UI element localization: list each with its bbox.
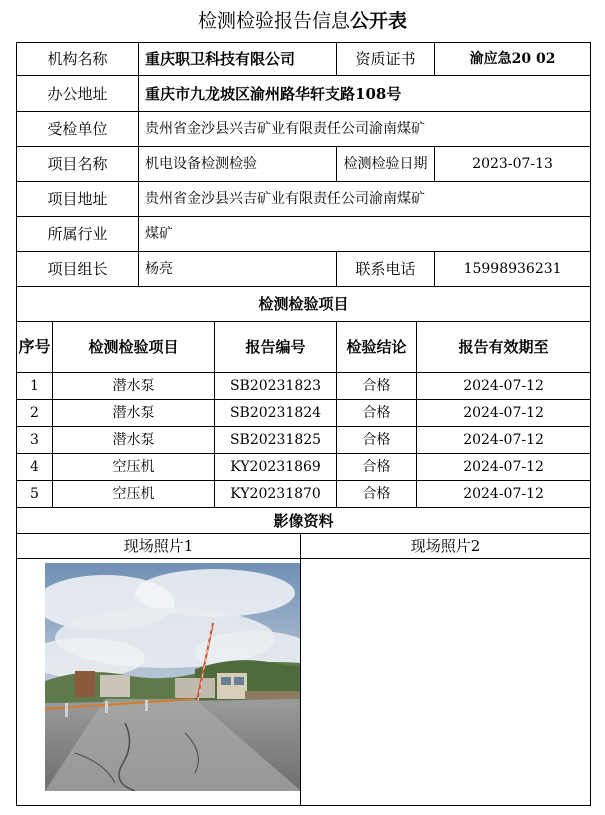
org-value: 重庆职卫科技有限公司: [139, 43, 337, 76]
header-valid-until: 报告有效期至: [417, 322, 591, 373]
cert-label: 资质证书: [337, 43, 435, 76]
row-conclusion: 合格: [337, 454, 417, 481]
site-photo-image: [45, 563, 301, 791]
title-prefix: 检测检验报告信息: [197, 10, 350, 32]
row-inspected: [17, 112, 591, 147]
row-valid-until: 2024-07-12: [417, 454, 591, 481]
row-report-no: SB20231825: [215, 427, 337, 454]
row-address: [17, 76, 591, 112]
project-label: 项目名称: [17, 147, 139, 182]
items-section-row: [17, 287, 591, 322]
header-item: 检测检验项目: [53, 322, 215, 373]
row-conclusion: 合格: [337, 427, 417, 454]
inspected-value: 贵州省金沙县兴吉矿业有限责任公司渝南煤矿: [139, 112, 591, 147]
row-valid-until: 2024-07-12: [417, 427, 591, 454]
row-item: 空压机: [53, 481, 215, 508]
date-value: 2023-07-13: [435, 147, 591, 182]
row-report-no: KY20231870: [215, 481, 337, 508]
photo2-label: 现场照片2: [301, 534, 591, 559]
row-site: [17, 182, 591, 217]
address-value: 重庆市九龙坡区渝州路华轩支路108号: [139, 76, 591, 112]
row-seq: 5: [17, 481, 53, 508]
title-suffix: 公开表: [350, 10, 408, 32]
header-conclusion: 检验结论: [337, 322, 417, 373]
row-conclusion: 合格: [337, 400, 417, 427]
phone-value: 15998936231: [435, 252, 591, 287]
items-header-row: [17, 322, 591, 373]
document-title: [0, 8, 605, 34]
row-report-no: KY20231869: [215, 454, 337, 481]
row-seq: 1: [17, 373, 53, 400]
images-section-title: 影像资料: [17, 508, 591, 534]
row-conclusion: 合格: [337, 481, 417, 508]
row-report-no: SB20231824: [215, 400, 337, 427]
row-org: [17, 43, 591, 76]
leader-label: 项目组长: [17, 252, 139, 287]
photo1-label: 现场照片1: [17, 534, 301, 559]
photo1-cell: [17, 559, 301, 806]
table-row: [17, 454, 591, 481]
table-row: [17, 400, 591, 427]
row-item: 潜水泵: [53, 373, 215, 400]
header-report-no: 报告编号: [215, 322, 337, 373]
photo-labels-row: [17, 534, 591, 559]
table-row: [17, 427, 591, 454]
leader-value: 杨亮: [139, 252, 337, 287]
table-row: [17, 481, 591, 508]
industry-value: 煤矿: [139, 217, 591, 252]
images-section-row: [17, 508, 591, 534]
site-label: 项目地址: [17, 182, 139, 217]
address-label: 办公地址: [17, 76, 139, 112]
row-item: 潜水泵: [53, 400, 215, 427]
row-item: 潜水泵: [53, 427, 215, 454]
header-seq: 序号: [17, 322, 53, 373]
row-report-no: SB20231823: [215, 373, 337, 400]
row-project: [17, 147, 591, 182]
row-seq: 3: [17, 427, 53, 454]
date-label: 检测检验日期: [337, 147, 435, 182]
row-valid-until: 2024-07-12: [417, 481, 591, 508]
report-table: [16, 42, 591, 806]
row-valid-until: 2024-07-12: [417, 400, 591, 427]
phone-label: 联系电话: [337, 252, 435, 287]
industry-label: 所属行业: [17, 217, 139, 252]
row-valid-until: 2024-07-12: [417, 373, 591, 400]
row-industry: [17, 217, 591, 252]
project-value: 机电设备检测检验: [139, 147, 337, 182]
row-seq: 2: [17, 400, 53, 427]
photos-row: [17, 559, 591, 806]
photo2-cell: [301, 559, 591, 806]
table-row: [17, 373, 591, 400]
cert-value: 渝应急20 02: [435, 43, 591, 76]
row-seq: 4: [17, 454, 53, 481]
items-section-title: 检测检验项目: [17, 287, 591, 322]
site-value: 贵州省金沙县兴吉矿业有限责任公司渝南煤矿: [139, 182, 591, 217]
row-item: 空压机: [53, 454, 215, 481]
inspected-label: 受检单位: [17, 112, 139, 147]
site-photo-1: [45, 563, 301, 791]
org-label: 机构名称: [17, 43, 139, 76]
row-conclusion: 合格: [337, 373, 417, 400]
row-leader: [17, 252, 591, 287]
